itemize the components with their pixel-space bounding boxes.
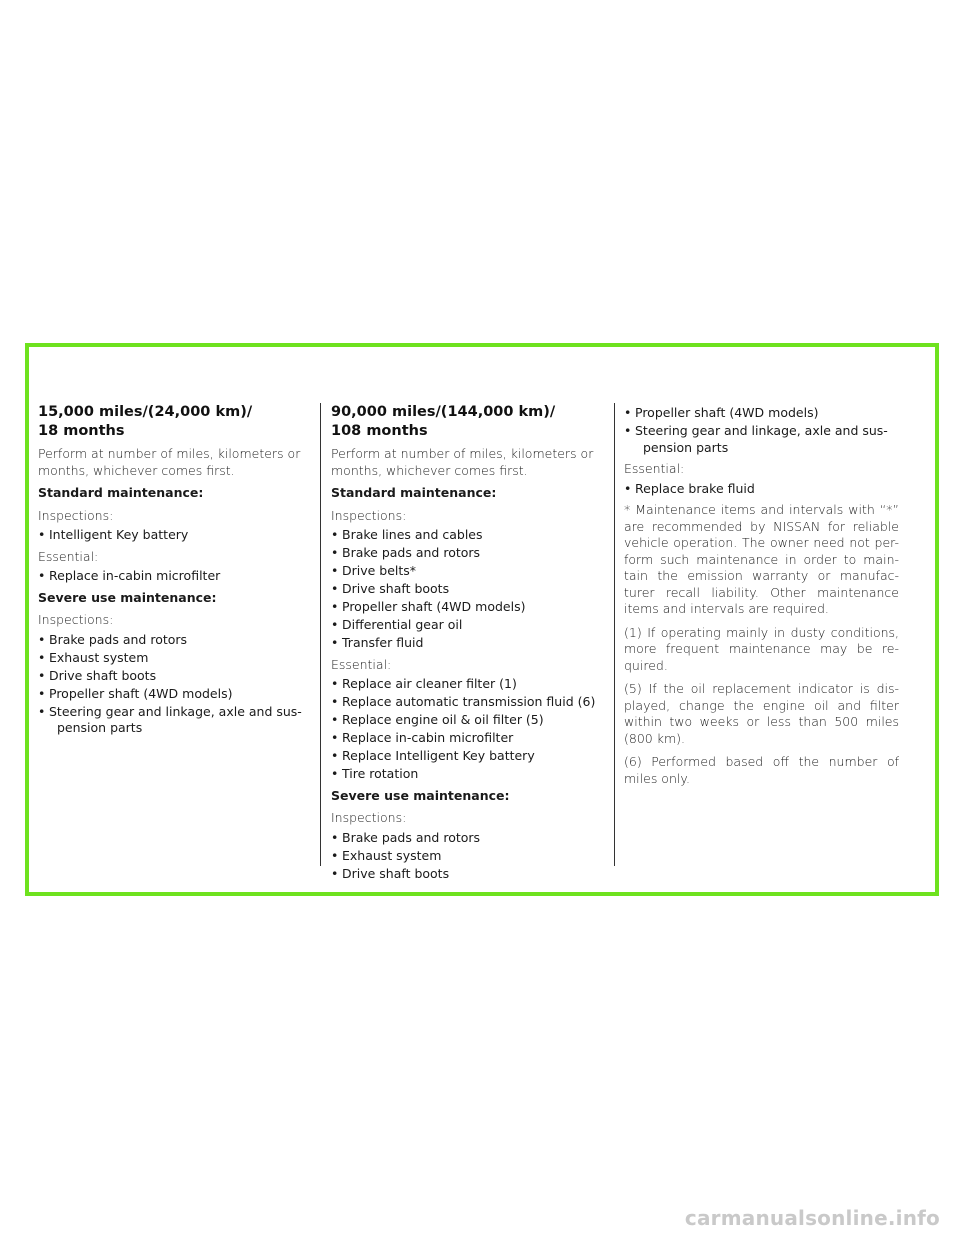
essential-label: Essential: [38,548,99,564]
watermark: carmanualsonline.info [684,1206,940,1230]
column-continued-notes [624,405,899,794]
list-item: • Brake lines and cables [331,527,606,544]
standard-maintenance-title: Standard maintenance: [331,485,497,500]
essential-label: Essential: [624,461,685,476]
severe-inspections-list [38,632,313,737]
severe-inspections-label: Inspections: [38,612,114,627]
standard-maintenance-title: Standard maintenance: [38,485,204,500]
item-line-1: Steering gear and linkage, axle and sus- [635,423,888,438]
essential-list [38,568,313,585]
list-item: • Brake pads and rotors [331,545,606,562]
list-item: • Propeller shaft (4WD models) [624,405,899,422]
list-item: • Exhaust system [38,650,313,667]
list-item: • Replace air cleaner filter (1) [331,676,606,693]
continued-inspections-list [624,405,899,456]
list-item: • Replace in-cabin microfilter [331,730,606,747]
list-item: • Replace automatic transmission fluid (6) [331,694,606,711]
list-item: • Drive shaft boots [331,866,606,883]
note-1: (1) If operating mainly in dusty conditions, more frequent maintenance may be re-quired. [624,624,899,673]
severe-inspections-label: Inspections: [331,810,407,825]
standard-inspections-list [331,527,606,652]
heading-line-1: 15,000 miles/(24,000 km)/ [38,404,253,420]
list-item: • Brake pads and rotors [38,632,313,649]
list-item: • Differential gear oil [331,617,606,634]
section-heading [331,403,606,441]
essential-list [331,676,606,783]
list-item: • Drive shaft boots [331,581,606,598]
column-15000-miles [38,403,313,742]
content-frame [25,343,939,896]
intro-text: Perform at number of miles, kilometers or months, whichever comes first. [331,446,594,478]
list-item: • Brake pads and rotors [331,830,606,847]
list-item [38,704,313,737]
column-90000-miles [331,403,606,887]
list-item: • Propeller shaft (4WD models) [331,599,606,616]
list-item: • Exhaust system [331,848,606,865]
severe-inspections-list [331,830,606,883]
heading-line-2: 108 months [331,423,428,439]
note-6: (6) Performed based off the number of miles only. [624,754,899,786]
list-item: • Transfer fluid [331,635,606,652]
list-item [624,423,899,456]
item-line-2: pension parts [643,439,729,455]
list-item: • Replace in-cabin microfilter [38,568,313,585]
list-item: • Replace engine oil & oil filter (5) [331,712,606,729]
severe-maintenance-title: Severe use maintenance: [331,787,510,803]
list-item: • Replace Intelligent Key battery [331,748,606,765]
inspections-label: Inspections: [38,507,114,523]
heading-line-2: 18 months [38,423,125,439]
note-asterisk: * Maintenance items and intervals with “*” are recommended by NISSAN for reliable vehicle operation. The owner need not per-form such maintenance in order to main-tain the emission warranty or manufac-turer recall liability. Other maintenance items and intervals are required. [624,502,899,616]
list-item: • Tire rotation [331,766,606,783]
column-divider [614,403,615,866]
list-item: • Propeller shaft (4WD models) [38,686,313,703]
severe-maintenance-title: Severe use maintenance: [38,589,217,605]
list-item: • Replace brake fluid [624,481,899,498]
item-line-2: pension parts [57,720,143,735]
list-item: • Drive belts* [331,563,606,580]
essential-list [624,481,899,498]
item-line-1: Steering gear and linkage, axle and sus- [49,703,302,719]
intro-text: Perform at number of miles, kilometers or months, whichever comes first. [38,446,301,478]
standard-inspections-list [38,527,313,544]
note-5: (5) If the oil replacement indicator is dis-played, change the engine oil and filter within two weeks or less than 500 miles (800 km). [624,681,899,746]
essential-label: Essential: [331,656,392,672]
section-heading [38,403,313,441]
column-divider [320,403,321,866]
heading-line-1: 90,000 miles/(144,000 km)/ [331,404,556,420]
list-item: • Drive shaft boots [38,668,313,685]
list-item: • Intelligent Key battery [38,527,313,544]
inspections-label: Inspections: [331,507,407,523]
